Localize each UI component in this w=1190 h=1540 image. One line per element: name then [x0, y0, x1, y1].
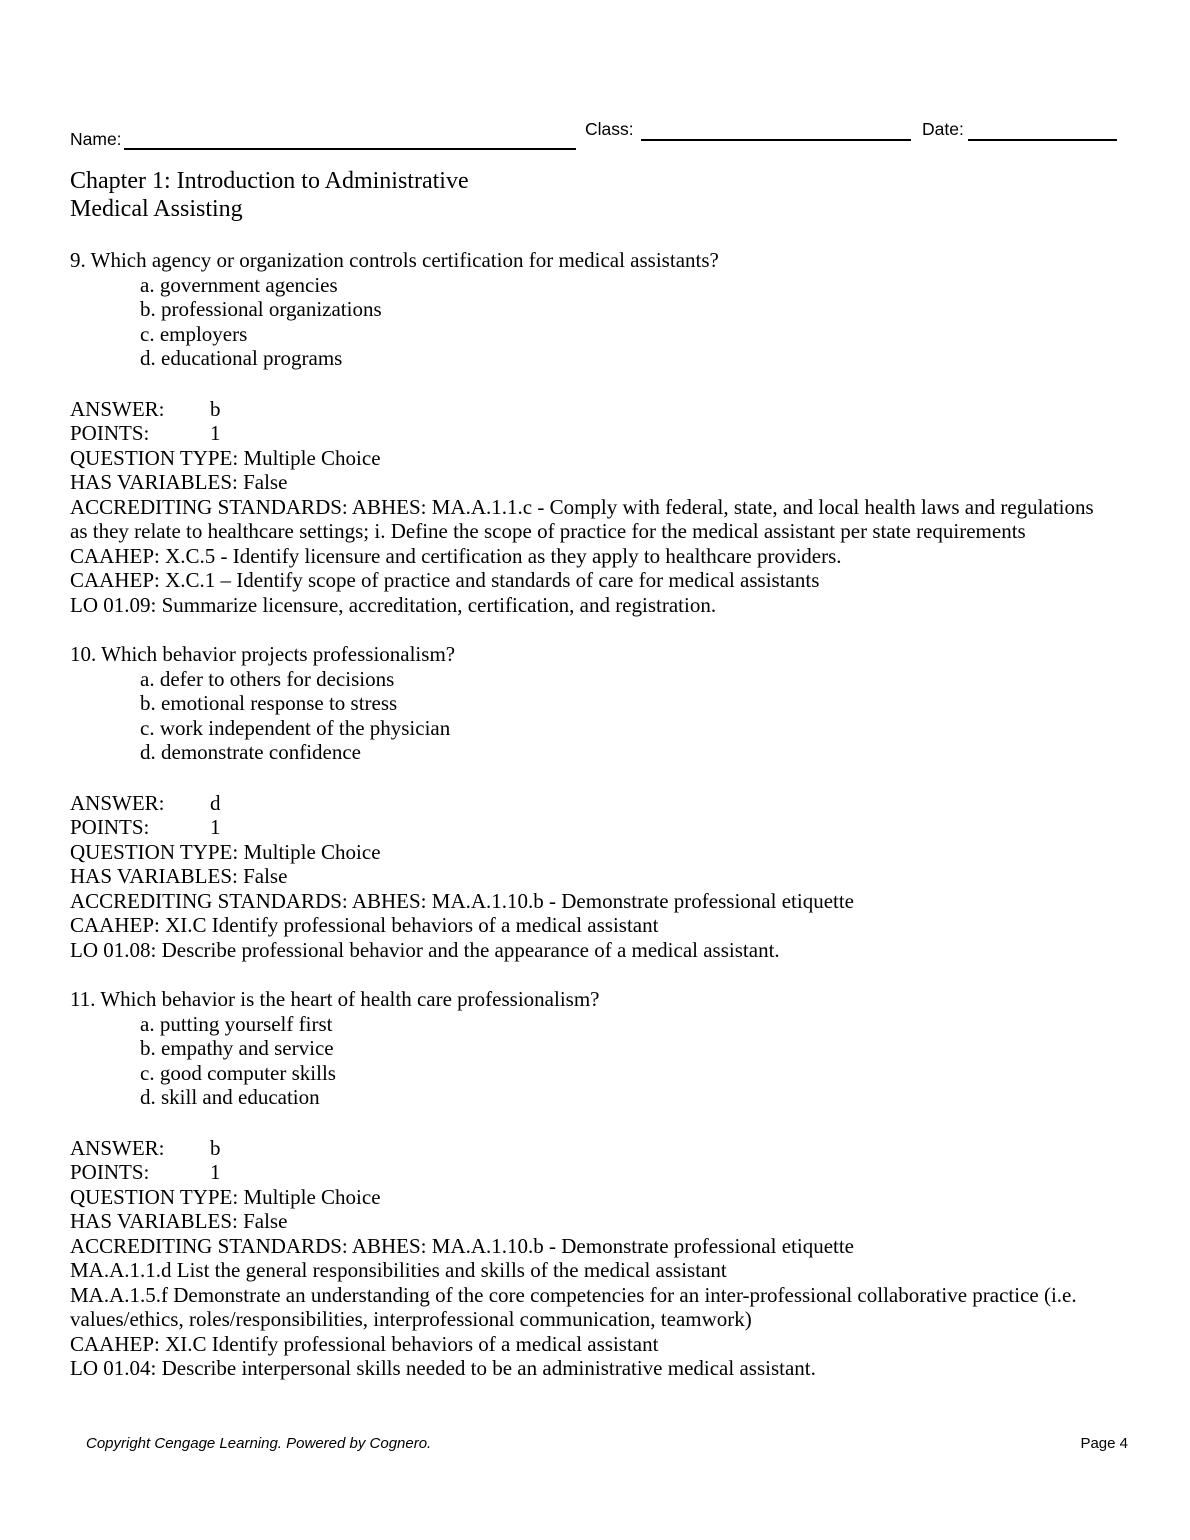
answer-block: [70, 397, 1110, 618]
detail-line: QUESTION TYPE: Multiple Choice: [70, 1184, 381, 1209]
detail-line: LO 01.08: Describe professional behavior and the appearance of a medical assistant.: [70, 937, 780, 962]
question-text: 10. Which behavior projects professionalism?: [70, 642, 456, 666]
detail-line: QUESTION TYPE: Multiple Choice: [70, 445, 381, 470]
points-label: POINTS:: [70, 815, 150, 839]
content: [70, 167, 1110, 1381]
answer-label: ANSWER:: [70, 396, 165, 421]
choice-list: [70, 667, 1110, 765]
detail-line: HAS VARIABLES: False: [70, 864, 288, 888]
choice: c. work independent of the physician: [140, 715, 451, 740]
points-label: POINTS:: [70, 421, 150, 445]
answer-label: ANSWER:: [70, 790, 165, 815]
points-line: [70, 1160, 1110, 1185]
detail-line: MA.A.1.1.d List the general responsibilities and skills of the medical assistant: [70, 1258, 727, 1282]
detail-lines: [70, 446, 1110, 618]
question-list: [70, 248, 1110, 1381]
choice: b. emotional response to stress: [140, 691, 398, 715]
question-block: [70, 987, 1110, 1110]
question-text: 9. Which agency or organization controls certification for medical assistants?: [70, 248, 719, 272]
answer-value: b: [210, 1135, 221, 1160]
question-block: [70, 642, 1110, 765]
detail-line: HAS VARIABLES: False: [70, 470, 288, 494]
points-line: [70, 421, 1110, 446]
date-blank-line: [968, 139, 1117, 141]
question-unit: [70, 248, 1110, 617]
answer-value: d: [210, 790, 221, 815]
detail-line: LO 01.09: Summarize licensure, accreditation, certification, and registration.: [70, 592, 717, 617]
choice: b. professional organizations: [140, 297, 382, 321]
class-label: Class:: [585, 119, 634, 139]
points-value: 1: [210, 815, 221, 839]
detail-line: ACCREDITING STANDARDS: ABHES: MA.A.1.10.b - Demonstrate professional etiquette: [70, 888, 855, 913]
answer-label: ANSWER:: [70, 1135, 165, 1160]
detail-line: ACCREDITING STANDARDS: ABHES: MA.A.1.1.c - Comply with federal, state, and local health laws and regulations as they relate to healthcare settings; i. Define the scope of practice for the medical assistant per state requirements: [70, 494, 1094, 543]
choice: d. demonstrate confidence: [140, 740, 361, 764]
question-block: [70, 248, 1110, 371]
chapter-title: Chapter 1: Introduction to Administrative Medical Assisting: [70, 168, 469, 222]
footer: [0, 1435, 1190, 1457]
choice: c. employers: [140, 321, 248, 346]
choice: d. skill and education: [140, 1085, 320, 1109]
answer-line: [70, 791, 1110, 816]
detail-line: QUESTION TYPE: Multiple Choice: [70, 839, 381, 864]
choice: a. defer to others for decisions: [140, 666, 395, 691]
class-blank-line: [641, 139, 911, 141]
choice: b. empathy and service: [140, 1036, 334, 1060]
date-label: Date:: [922, 119, 964, 139]
detail-line: MA.A.1.5.f Demonstrate an understanding of the core competencies for an inter-professional collaborative practice (i.e. values/ethics, roles/responsibilities, interprofessional communication, teamwork): [70, 1282, 1077, 1331]
question-text: 11. Which behavior is the heart of health care professionalism?: [70, 987, 600, 1011]
copyright-text: Copyright Cengage Learning. Powered by Cognero.: [86, 1435, 432, 1452]
points-line: [70, 815, 1110, 840]
points-label: POINTS:: [70, 1160, 150, 1184]
answer-line: [70, 1136, 1110, 1161]
answer-block: [70, 791, 1110, 963]
points-value: 1: [210, 421, 221, 445]
detail-line: ACCREDITING STANDARDS: ABHES: MA.A.1.10.b - Demonstrate professional etiquette: [70, 1233, 855, 1258]
answer-value: b: [210, 396, 221, 421]
name-label: Name:: [70, 129, 122, 149]
points-value: 1: [210, 1160, 221, 1184]
detail-lines: [70, 1185, 1110, 1381]
question-unit: [70, 642, 1110, 962]
name-blank-line: [124, 148, 576, 150]
choice: c. good computer skills: [140, 1060, 336, 1085]
detail-line: HAS VARIABLES: False: [70, 1209, 288, 1233]
question-unit: [70, 987, 1110, 1381]
answer-block: [70, 1136, 1110, 1381]
page-number: Page 4: [1080, 1435, 1128, 1452]
choice: a. government agencies: [140, 272, 338, 297]
detail-line: CAAHEP: X.C.1 – Identify scope of practice and standards of care for medical assistants: [70, 568, 820, 592]
choice: d. educational programs: [140, 346, 343, 370]
choice-list: [70, 1012, 1110, 1110]
detail-line: CAAHEP: XI.C Identify professional behaviors of a medical assistant: [70, 1331, 659, 1356]
detail-line: CAAHEP: XI.C Identify professional behaviors of a medical assistant: [70, 913, 659, 937]
choice: a. putting yourself first: [140, 1011, 333, 1036]
choice-list: [70, 273, 1110, 371]
detail-line: LO 01.04: Describe interpersonal skills needed to be an administrative medical assistant.: [70, 1356, 816, 1380]
detail-lines: [70, 840, 1110, 963]
answer-line: [70, 397, 1110, 422]
detail-line: CAAHEP: X.C.5 - Identify licensure and certification as they apply to healthcare providers.: [70, 543, 842, 568]
